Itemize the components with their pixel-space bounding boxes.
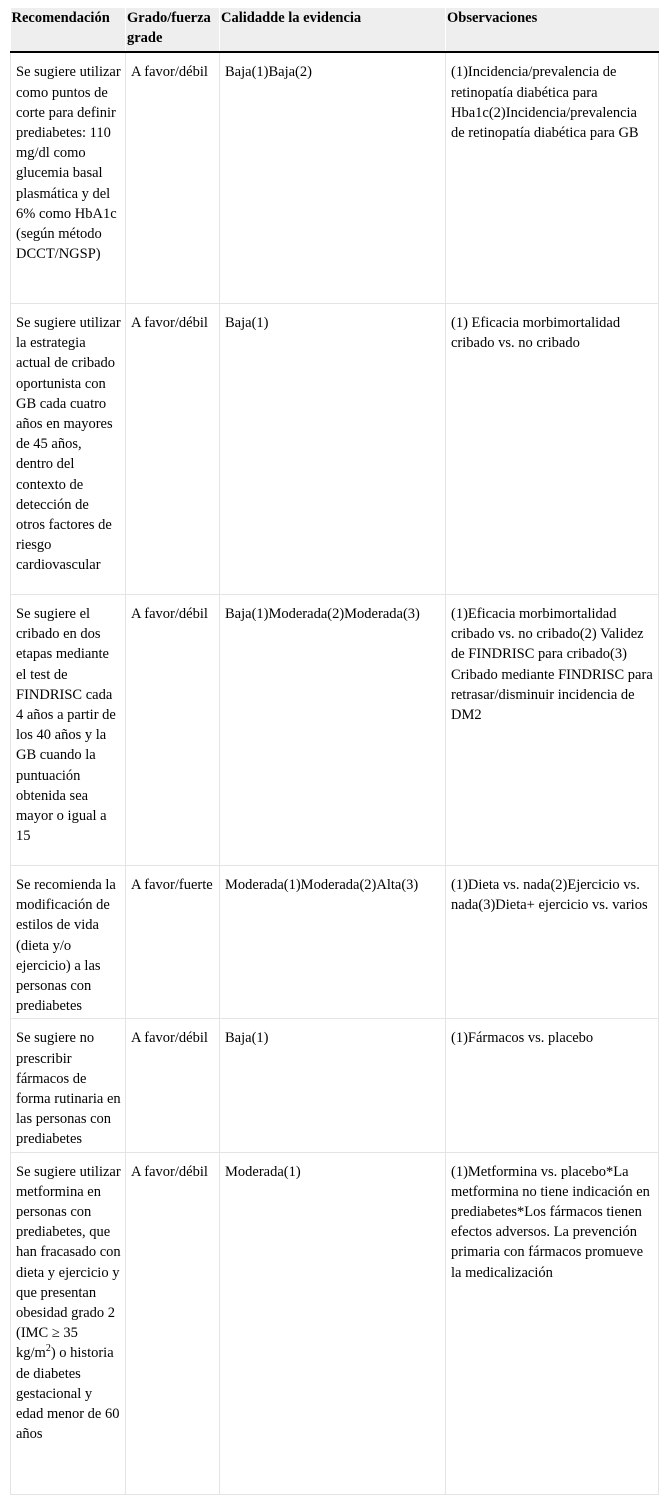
cell-recomendacion: Se recomienda la modificación de estilos de vida (dieta y/o ejercicio) a las personas con prediabetes bbox=[11, 865, 126, 1018]
cell-grado: A favor/fuerte bbox=[126, 865, 220, 1018]
table-row bbox=[11, 594, 659, 865]
header-grado: Grado/fuerza grade bbox=[126, 8, 220, 52]
table-row bbox=[11, 303, 659, 594]
cell-recomendacion: Se sugiere el cribado en dos etapas mediante el test de FINDRISC cada 4 años a partir de los 40 años y la GB cuando la puntuación obtenida sea mayor o igual a 15 bbox=[11, 594, 126, 865]
cell-calidad: Baja(1) bbox=[220, 303, 446, 594]
cell-observaciones: (1)Eficacia morbimortalidad cribado vs. no cribado(2) Validez de FINDRISC para cribado(3) Cribado mediante FINDRISC para retrasar/disminuir incidencia de DM2 bbox=[446, 594, 659, 865]
cell-observaciones: (1)Fármacos vs. placebo bbox=[446, 1019, 659, 1152]
table-header bbox=[11, 8, 659, 52]
cell-recomendacion bbox=[11, 1152, 126, 1494]
table-row bbox=[11, 1152, 659, 1494]
cell-grado: A favor/débil bbox=[126, 594, 220, 865]
cell-recomendacion: Se sugiere utilizar como puntos de corte para definir prediabetes: 110 mg/dl como glucemia basal plasmática y del 6% como HbA1c (según método DCCT/NGSP) bbox=[11, 52, 126, 303]
table-row bbox=[11, 52, 659, 303]
cell-grado: A favor/débil bbox=[126, 1019, 220, 1152]
cell-calidad: Baja(1)Baja(2) bbox=[220, 52, 446, 303]
table-row bbox=[11, 1019, 659, 1152]
table-row bbox=[11, 865, 659, 1018]
table-body bbox=[11, 52, 659, 1494]
cell-grado: A favor/débil bbox=[126, 303, 220, 594]
cell-recomendacion: Se sugiere no prescribir fármacos de forma rutinaria en las personas con prediabetes bbox=[11, 1019, 126, 1152]
header-calidad: Calidadde la evidencia bbox=[220, 8, 446, 52]
cell-grado: A favor/débil bbox=[126, 1152, 220, 1494]
cell-observaciones: (1) Eficacia morbimortalidad cribado vs. no cribado bbox=[446, 303, 659, 594]
header-row bbox=[11, 8, 659, 52]
cell-calidad: Baja(1)Moderada(2)Moderada(3) bbox=[220, 594, 446, 865]
cell-observaciones: (1)Metformina vs. placebo*La metformina no tiene indicación en prediabetes*Los fármacos tienen efectos adversos. La prevención primaria con fármacos promueve la medicalización bbox=[446, 1152, 659, 1494]
cell-recomendacion-text: Se sugiere utilizar metformina en personas con prediabetes, que han fracasado con dieta y ejercicio y que presentan obesidad grado 2 (IMC ≥ 35 kg/m bbox=[16, 1163, 121, 1362]
header-observaciones: Observaciones bbox=[446, 8, 659, 52]
superscript-exponent: 2 bbox=[45, 1343, 51, 1355]
cell-grado: A favor/débil bbox=[126, 52, 220, 303]
cell-observaciones: (1)Incidencia/prevalencia de retinopatía diabética para Hba1c(2)Incidencia/prevalencia de retinopatía diabética para GB bbox=[446, 52, 659, 303]
cell-observaciones: (1)Dieta vs. nada(2)Ejercicio vs. nada(3)Dieta+ ejercicio vs. varios bbox=[446, 865, 659, 1018]
header-recomendacion: Recomendación bbox=[11, 8, 126, 52]
cell-calidad: Moderada(1)Moderada(2)Alta(3) bbox=[220, 865, 446, 1018]
cell-calidad: Moderada(1) bbox=[220, 1152, 446, 1494]
cell-calidad: Baja(1) bbox=[220, 1019, 446, 1152]
recommendations-table bbox=[10, 8, 659, 1495]
cell-recomendacion: Se sugiere utilizar la estrategia actual de cribado oportunista con GB cada cuatro años en mayores de 45 años, dentro del contexto de detección de otros factores de riesgo cardiovascular bbox=[11, 303, 126, 594]
cell-recomendacion-text-end: ) o historia de diabetes gestacional y edad menor de 60 años bbox=[16, 1345, 120, 1443]
